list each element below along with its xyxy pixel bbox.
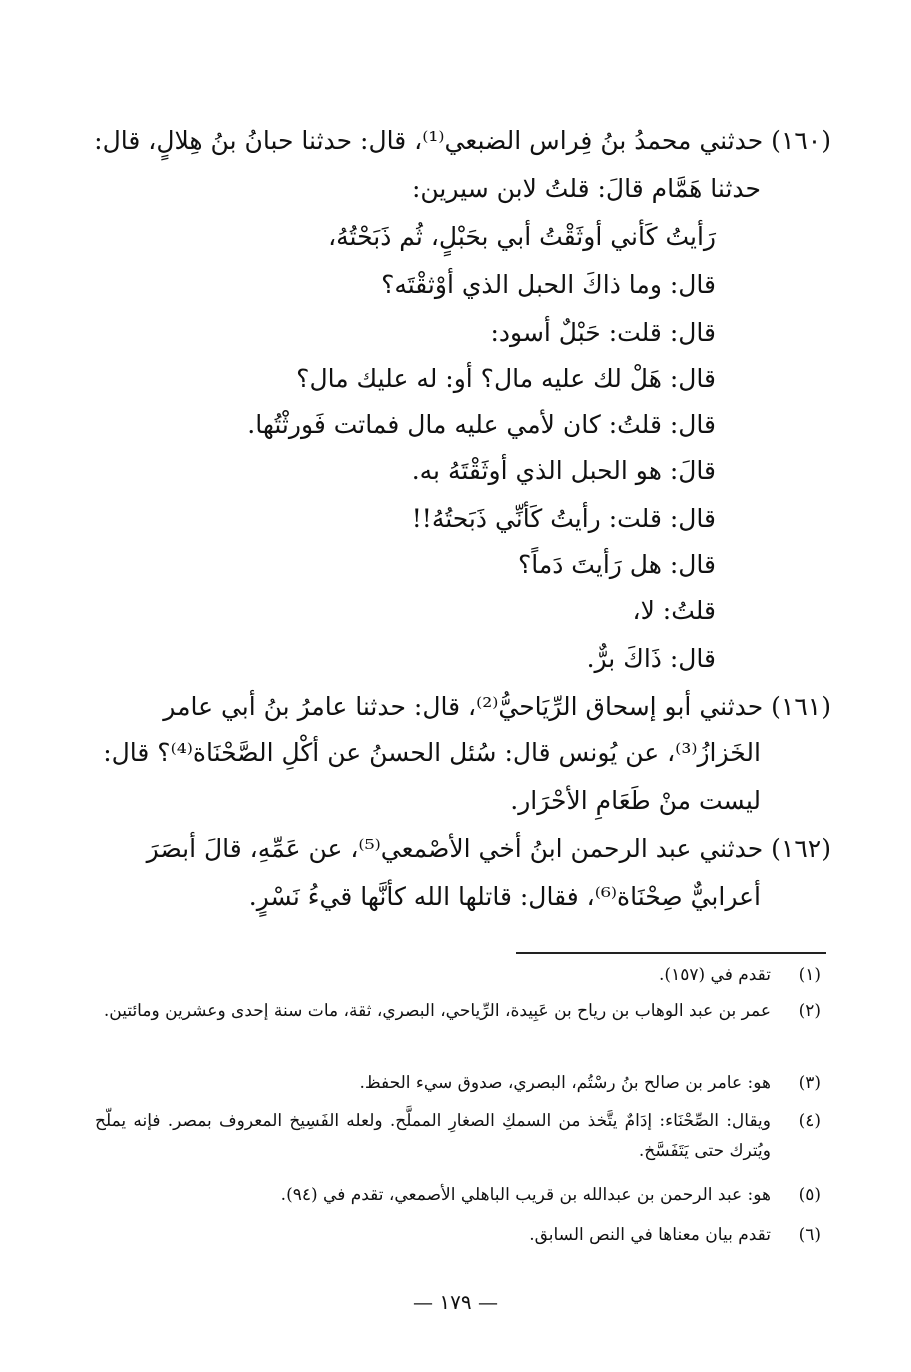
- footnote-number: (٦): [798, 1225, 821, 1245]
- dialogue-line: قال: هَلْ لك عليه مال؟ أو: له عليك مال؟: [296, 364, 716, 393]
- dialogue-line: رَأيتُ كَأني أوثَقْتُ أبي بحَبْلٍ، ثُم ذَبَحْتُهُ،: [328, 222, 716, 251]
- footnote-text: هو: عامر بن صالح بنُ رسْتُم، البصري، صدوق سيء الحفظ.: [359, 1073, 771, 1093]
- entry-161-second-line: الخَزازُ⁽³⁾، عن يُونس قال: سُئل الحسنُ عن أكْلِ الصَّحْنَاة⁽⁴⁾؟ قال:: [103, 738, 761, 767]
- dialogue-line: قال: قلت: حَبْلٌ أسود:: [490, 318, 716, 347]
- footnote-number: (٤): [798, 1111, 821, 1131]
- dialogue-line: قال: ذَاكَ برٌّ.: [586, 644, 716, 673]
- entry-162-second-line: أعرابيٌّ صِحْنَاة⁽⁶⁾، فقال: قاتلها الله كأنَّها قيءُ نَسْرٍ.: [248, 882, 761, 911]
- footnote-text: تقدم في (١٥٧).: [659, 965, 771, 985]
- footnote-4: [95, 1106, 821, 1166]
- footnote-number: (٢): [798, 1001, 821, 1021]
- dialogue-line: قال: قلت: رأيتُ كَأنِّي ذَبَحتُهُ!!: [411, 504, 716, 533]
- dialogue-line: قال: قلتُ: كان لأمي عليه مال فماتت فَورثْتُها.: [247, 410, 716, 439]
- footnote-text: عمر بن عبد الوهاب بن رياح بن عَبِيدة، الرِّياحي، البصري، ثقة، مات سنة إحدى وعشرين ومائتين.: [103, 1001, 771, 1021]
- dialogue-line: قلتُ: لا،: [632, 596, 716, 625]
- entry-161-third-line: ليست منْ طَعَامِ الأحْرَار.: [510, 786, 761, 815]
- entry-160-first-line: (١٦٠) حدثني محمدُ بنُ فِراس الضبعي⁽¹⁾، قال: حدثنا حبانُ بنُ هِلالٍ، قال:: [94, 126, 831, 155]
- footnote-2: [95, 996, 821, 1026]
- page-number: — ١٧٩ —: [413, 1290, 498, 1314]
- dialogue-line: قال: وما ذاكَ الحبل الذي أوْثقْتَه؟: [381, 270, 716, 299]
- footnote-number: (٥): [798, 1185, 821, 1205]
- footnote-text: هو: عبد الرحمن بن عبدالله بن قريب الباهلي الأصمعي، تقدم في (٩٤).: [280, 1185, 771, 1205]
- footnote-text: تقدم بيان معناها في النص السابق.: [529, 1225, 771, 1245]
- entry-160-second-line: حدثنا هَمَّام قالَ: قلتُ لابن سيرين:: [411, 174, 761, 203]
- footnote-1: [95, 960, 821, 990]
- footnote-5: [95, 1180, 821, 1210]
- footnote-3: [95, 1068, 821, 1098]
- dialogue-line: قال: هل رَأيتَ دَماً؟: [517, 550, 716, 579]
- footnote-separator: [516, 952, 826, 954]
- footnote-text: ويقال: الصِّحْنَاء: إدَامٌ يتَّخذ من السمكِ الصغارِ المملَّح. ولعله الفَسِيخ المعروف بمصر. فإنه يملّح ويُترك حتى يَتَفَسَّخ.: [95, 1111, 771, 1161]
- footnote-6: [95, 1220, 821, 1250]
- entry-161-first-line: (١٦١) حدثني أبو إسحاق الرِّيَاحيُّ⁽²⁾، قال: حدثنا عامرُ بنُ أبي عامر: [163, 692, 831, 721]
- footnote-number: (١): [798, 965, 821, 985]
- entry-162-first-line: (١٦٢) حدثني عبد الرحمن ابنُ أخي الأصْمعي⁽⁵⁾، عن عَمِّهِ، قالَ أبصَرَ: [146, 834, 831, 863]
- dialogue-line: قالَ: هو الحبل الذي أوثَقْتَهُ به.: [411, 456, 716, 485]
- footnote-number: (٣): [798, 1073, 821, 1093]
